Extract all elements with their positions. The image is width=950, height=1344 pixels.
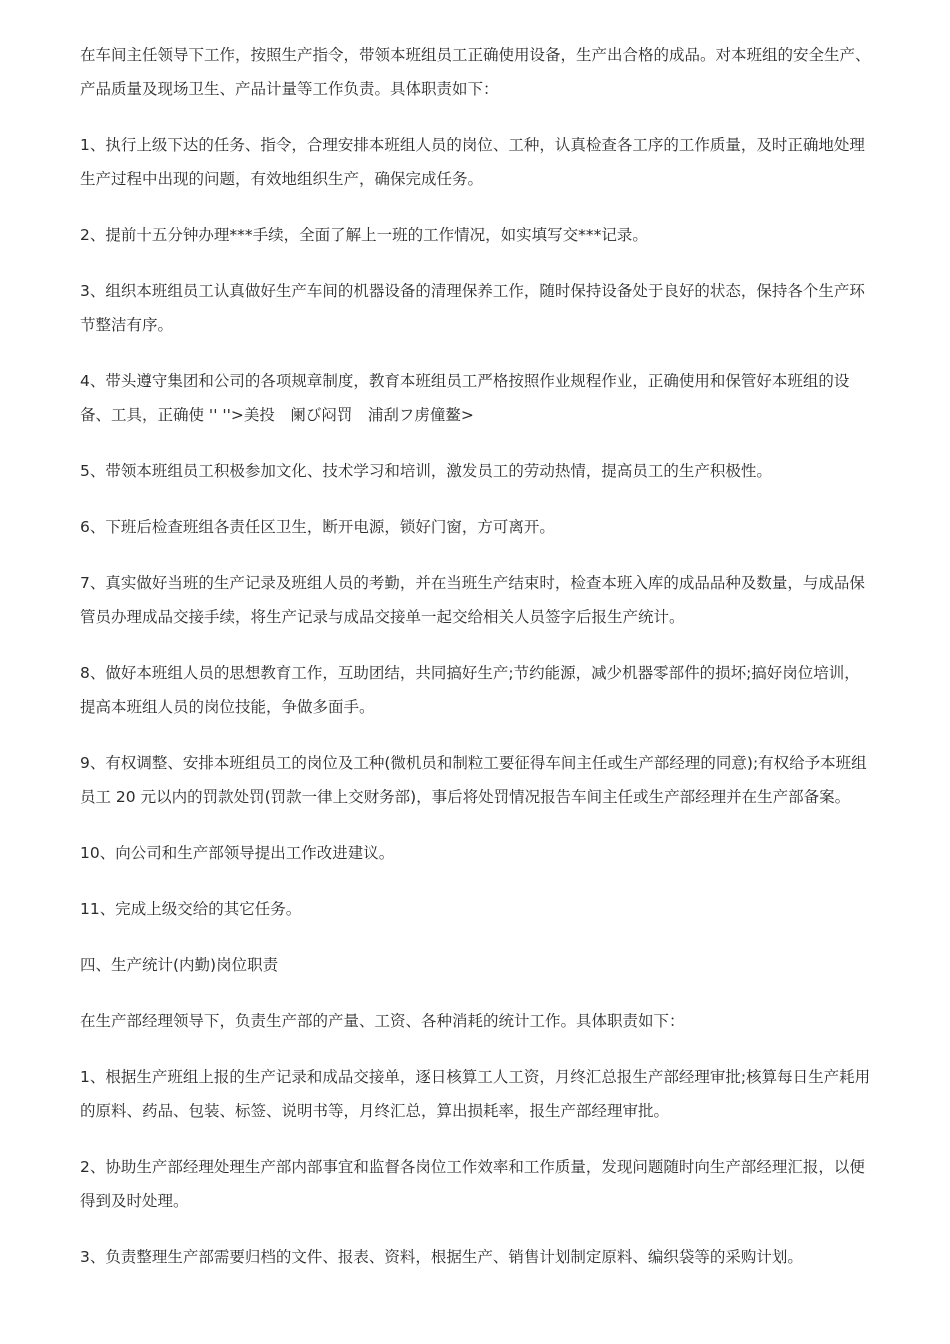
document-body (80, 38, 872, 1296)
duty-item-10: 10、向公司和生产部领导提出工作改进建议。 (80, 844, 395, 862)
duty-item-4: 4、带头遵守集团和公司的各项规章制度，教育本班组员工严格按照作业规程作业，正确使用和保管好本班组的设备、工具，正确使 '' ''>美投 阑び闷罚 浦刮フ虏僮鳌> (80, 372, 850, 424)
stats-duty-item-1: 1、根据生产班组上报的生产记录和成品交接单，逐日核算工人工资，月终汇总报生产部经理审批;核算每日生产耗用的原料、药品、包装、标签、说明书等，月终汇总，算出损耗率，报生产部经理审批。 (80, 1068, 871, 1120)
duty-item-7: 7、真实做好当班的生产记录及班组人员的考勤，并在当班生产结束时，检查本班入库的成品品种及数量，与成品保管员办理成品交接手续，将生产记录与成品交接单一起交给相关人员签字后报生产统计。 (80, 574, 865, 626)
duty-item-3: 3、组织本班组员工认真做好生产车间的机器设备的清理保养工作，随时保持设备处于良好的状态，保持各个生产环节整洁有序。 (80, 282, 865, 334)
duty-item-1: 1、执行上级下达的任务、指令，合理安排本班组人员的岗位、工种，认真检查各工序的工作质量，及时正确地处理生产过程中出现的问题，有效地组织生产，确保完成任务。 (80, 136, 865, 188)
stats-duty-item-2: 2、协助生产部经理处理生产部内部事宜和监督各岗位工作效率和工作质量，发现问题随时向生产部经理汇报，以便得到及时处理。 (80, 1158, 865, 1210)
intro-paragraph: 在车间主任领导下工作，按照生产指令，带领本班组员工正确使用设备，生产出合格的成品。对本班组的安全生产、产品质量及现场卫生、产品计量等工作负责。具体职责如下： (80, 46, 871, 98)
stats-duty-item-3: 3、负责整理生产部需要归档的文件、报表、资料，根据生产、销售计划制定原料、编织袋等的采购计划。 (80, 1248, 803, 1266)
section-intro-paragraph: 在生产部经理领导下，负责生产部的产量、工资、各种消耗的统计工作。具体职责如下： (80, 1012, 685, 1030)
duty-item-8: 8、做好本班组人员的思想教育工作，互助团结，共同搞好生产;节约能源，减少机器零部件的损坏;搞好岗位培训，提高本班组人员的岗位技能，争做多面手。 (80, 664, 860, 716)
section-heading: 四、生产统计(内勤)岗位职责 (80, 956, 279, 974)
duty-item-6: 6、下班后检查班组各责任区卫生，断开电源，锁好门窗，方可离开。 (80, 518, 555, 536)
duty-item-9: 9、有权调整、安排本班组员工的岗位及工种(微机员和制粒工要征得车间主任或生产部经理的同意);有权给予本班组员工 20 元以内的罚款处罚(罚款一律上交财务部)，事后将处罚情况报告车间主任或生产部经理并在生产部备案。 (80, 754, 867, 806)
duty-item-11: 11、完成上级交给的其它任务。 (80, 900, 302, 918)
duty-item-2: 2、提前十五分钟办理***手续，全面了解上一班的工作情况，如实填写交***记录。 (80, 226, 648, 244)
duty-item-5: 5、带领本班组员工积极参加文化、技术学习和培训，激发员工的劳动热情，提高员工的生产积极性。 (80, 462, 772, 480)
